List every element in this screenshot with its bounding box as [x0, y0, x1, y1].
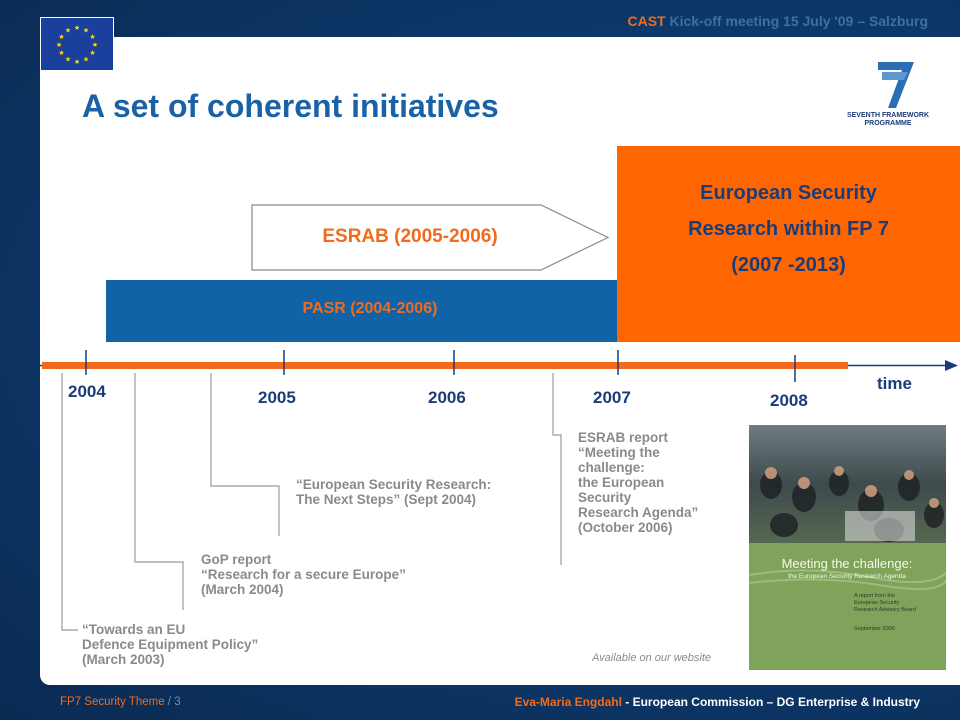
footer-presenter-name: Eva-Maria Engdahl — [514, 695, 622, 709]
website-note: Available on our website — [592, 652, 712, 664]
fp7-line-1: European Security — [700, 182, 877, 204]
footer-page-number: / 3 — [164, 696, 181, 708]
fp7-logo-line1: SEVENTH FRAMEWORK — [846, 112, 930, 119]
milestone-next-steps: “European Security Research: The Next Steps” (Sept 2004) — [296, 477, 492, 507]
fp7-line-2: Research within FP 7 — [688, 218, 889, 240]
esrab-label: ESRAB (2005-2006) — [322, 226, 498, 247]
svg-text:★: ★ — [89, 49, 96, 57]
svg-text:★: ★ — [58, 33, 65, 41]
svg-text:★: ★ — [55, 41, 63, 49]
fp7-line-3: (2007 -2013) — [731, 254, 846, 276]
report-cover-date: September 2006 — [854, 626, 895, 632]
milestone-gop-report: GoP report “Research for a secure Europe” (March 2004) — [201, 552, 406, 597]
fp7-logo-line2: PROGRAMME — [864, 120, 912, 127]
svg-text:★: ★ — [82, 26, 90, 35]
report-cover-blurb-3: Research Advisory Board — [854, 607, 917, 613]
report-cover-blurb-2: European Security — [854, 600, 900, 606]
year-2007: 2007 — [593, 388, 631, 407]
svg-text:★: ★ — [64, 26, 72, 35]
milestone-defence-policy: “Towards an EU Defence Equipment Policy” (March 2003) — [82, 622, 259, 667]
footer-presenter — [465, 695, 920, 709]
page-title: A set of coherent initiatives — [82, 88, 499, 124]
svg-text:★: ★ — [82, 55, 90, 64]
year-2004: 2004 — [68, 382, 106, 401]
report-cover-blurb-1: A report from the — [854, 593, 895, 599]
report-cover-subtitle: the European Security Research Agenda — [788, 573, 906, 580]
year-2006: 2006 — [428, 388, 466, 407]
header-cast: CAST — [627, 13, 666, 29]
year-2008: 2008 — [770, 391, 808, 410]
report-cover-art — [749, 425, 946, 670]
svg-text:★: ★ — [58, 49, 65, 57]
header-meeting: Kick-off meeting 15 July '09 – Salzburg — [665, 13, 928, 29]
esrab-report-cover-image — [749, 425, 946, 670]
pasr-label: PASR (2004-2006) — [302, 300, 438, 317]
svg-text:★: ★ — [73, 24, 81, 32]
footer-fp7: FP7 — [60, 696, 82, 708]
year-2005: 2005 — [258, 388, 296, 407]
footer-theme — [60, 696, 181, 708]
svg-text:★: ★ — [73, 58, 81, 66]
milestone-esrab-report: ESRAB report “Meeting the challenge: the European Security Research Agenda” (October 2006) — [578, 430, 699, 535]
footer-affiliation: - European Commission – DG Enterprise & Industry — [621, 695, 920, 709]
svg-text:★: ★ — [89, 33, 96, 41]
svg-text:★: ★ — [91, 41, 99, 49]
report-cover-headline: Meeting the challenge: — [781, 556, 913, 571]
time-axis-label: time — [877, 374, 912, 393]
svg-text:★: ★ — [64, 55, 72, 64]
footer-theme-name: Security Theme — [81, 696, 165, 708]
